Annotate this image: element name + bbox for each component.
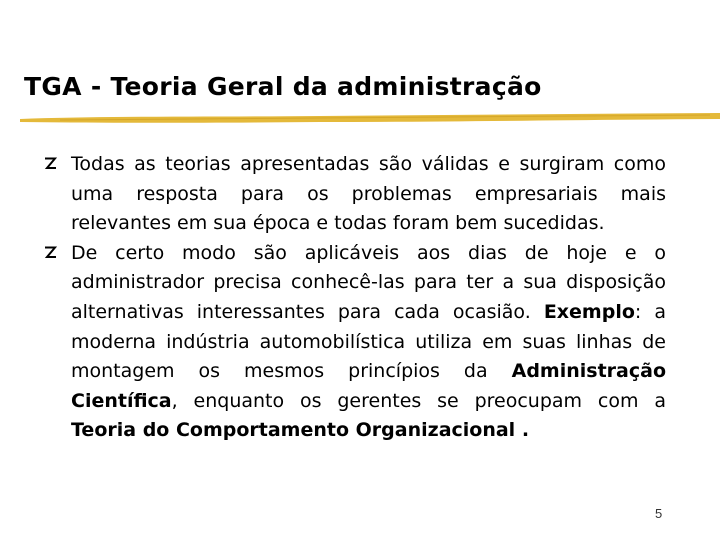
title-underline: [20, 110, 720, 126]
z-bullet-icon: [44, 239, 57, 259]
z-bullet-icon: [44, 150, 57, 170]
bold-term: Exemplo: [543, 300, 635, 323]
slide-body: [44, 150, 666, 446]
bullet-text: De certo modo são aplicáveis aos dias de hoje e o administrador precisa conhecê-las para ter a sua disposição alternativas interessantes para cada ocasião.: [71, 241, 666, 323]
bullet-text: : a moderna indústria automobilística utiliza em suas linhas de montagem os mesmos princípios da: [71, 300, 666, 383]
page-number: 5: [655, 506, 663, 521]
bold-term: .: [515, 419, 530, 442]
bullet-text: Todas as teorias apresentadas são válidas e surgiram como uma resposta para os problemas empresariais mais relevantes em sua época e todas foram bem sucedidas.: [71, 153, 666, 235]
bold-term: Teoria do Comportamento Organizacional: [71, 419, 516, 442]
bullet-item: [44, 239, 666, 446]
bold-term: Administração Científica: [71, 360, 666, 412]
bullet-item: [44, 150, 666, 239]
slide-title: TGA - Teoria Geral da administração: [24, 72, 542, 101]
bullet-text: , enquanto os gerentes se preocupam com a: [171, 389, 666, 412]
